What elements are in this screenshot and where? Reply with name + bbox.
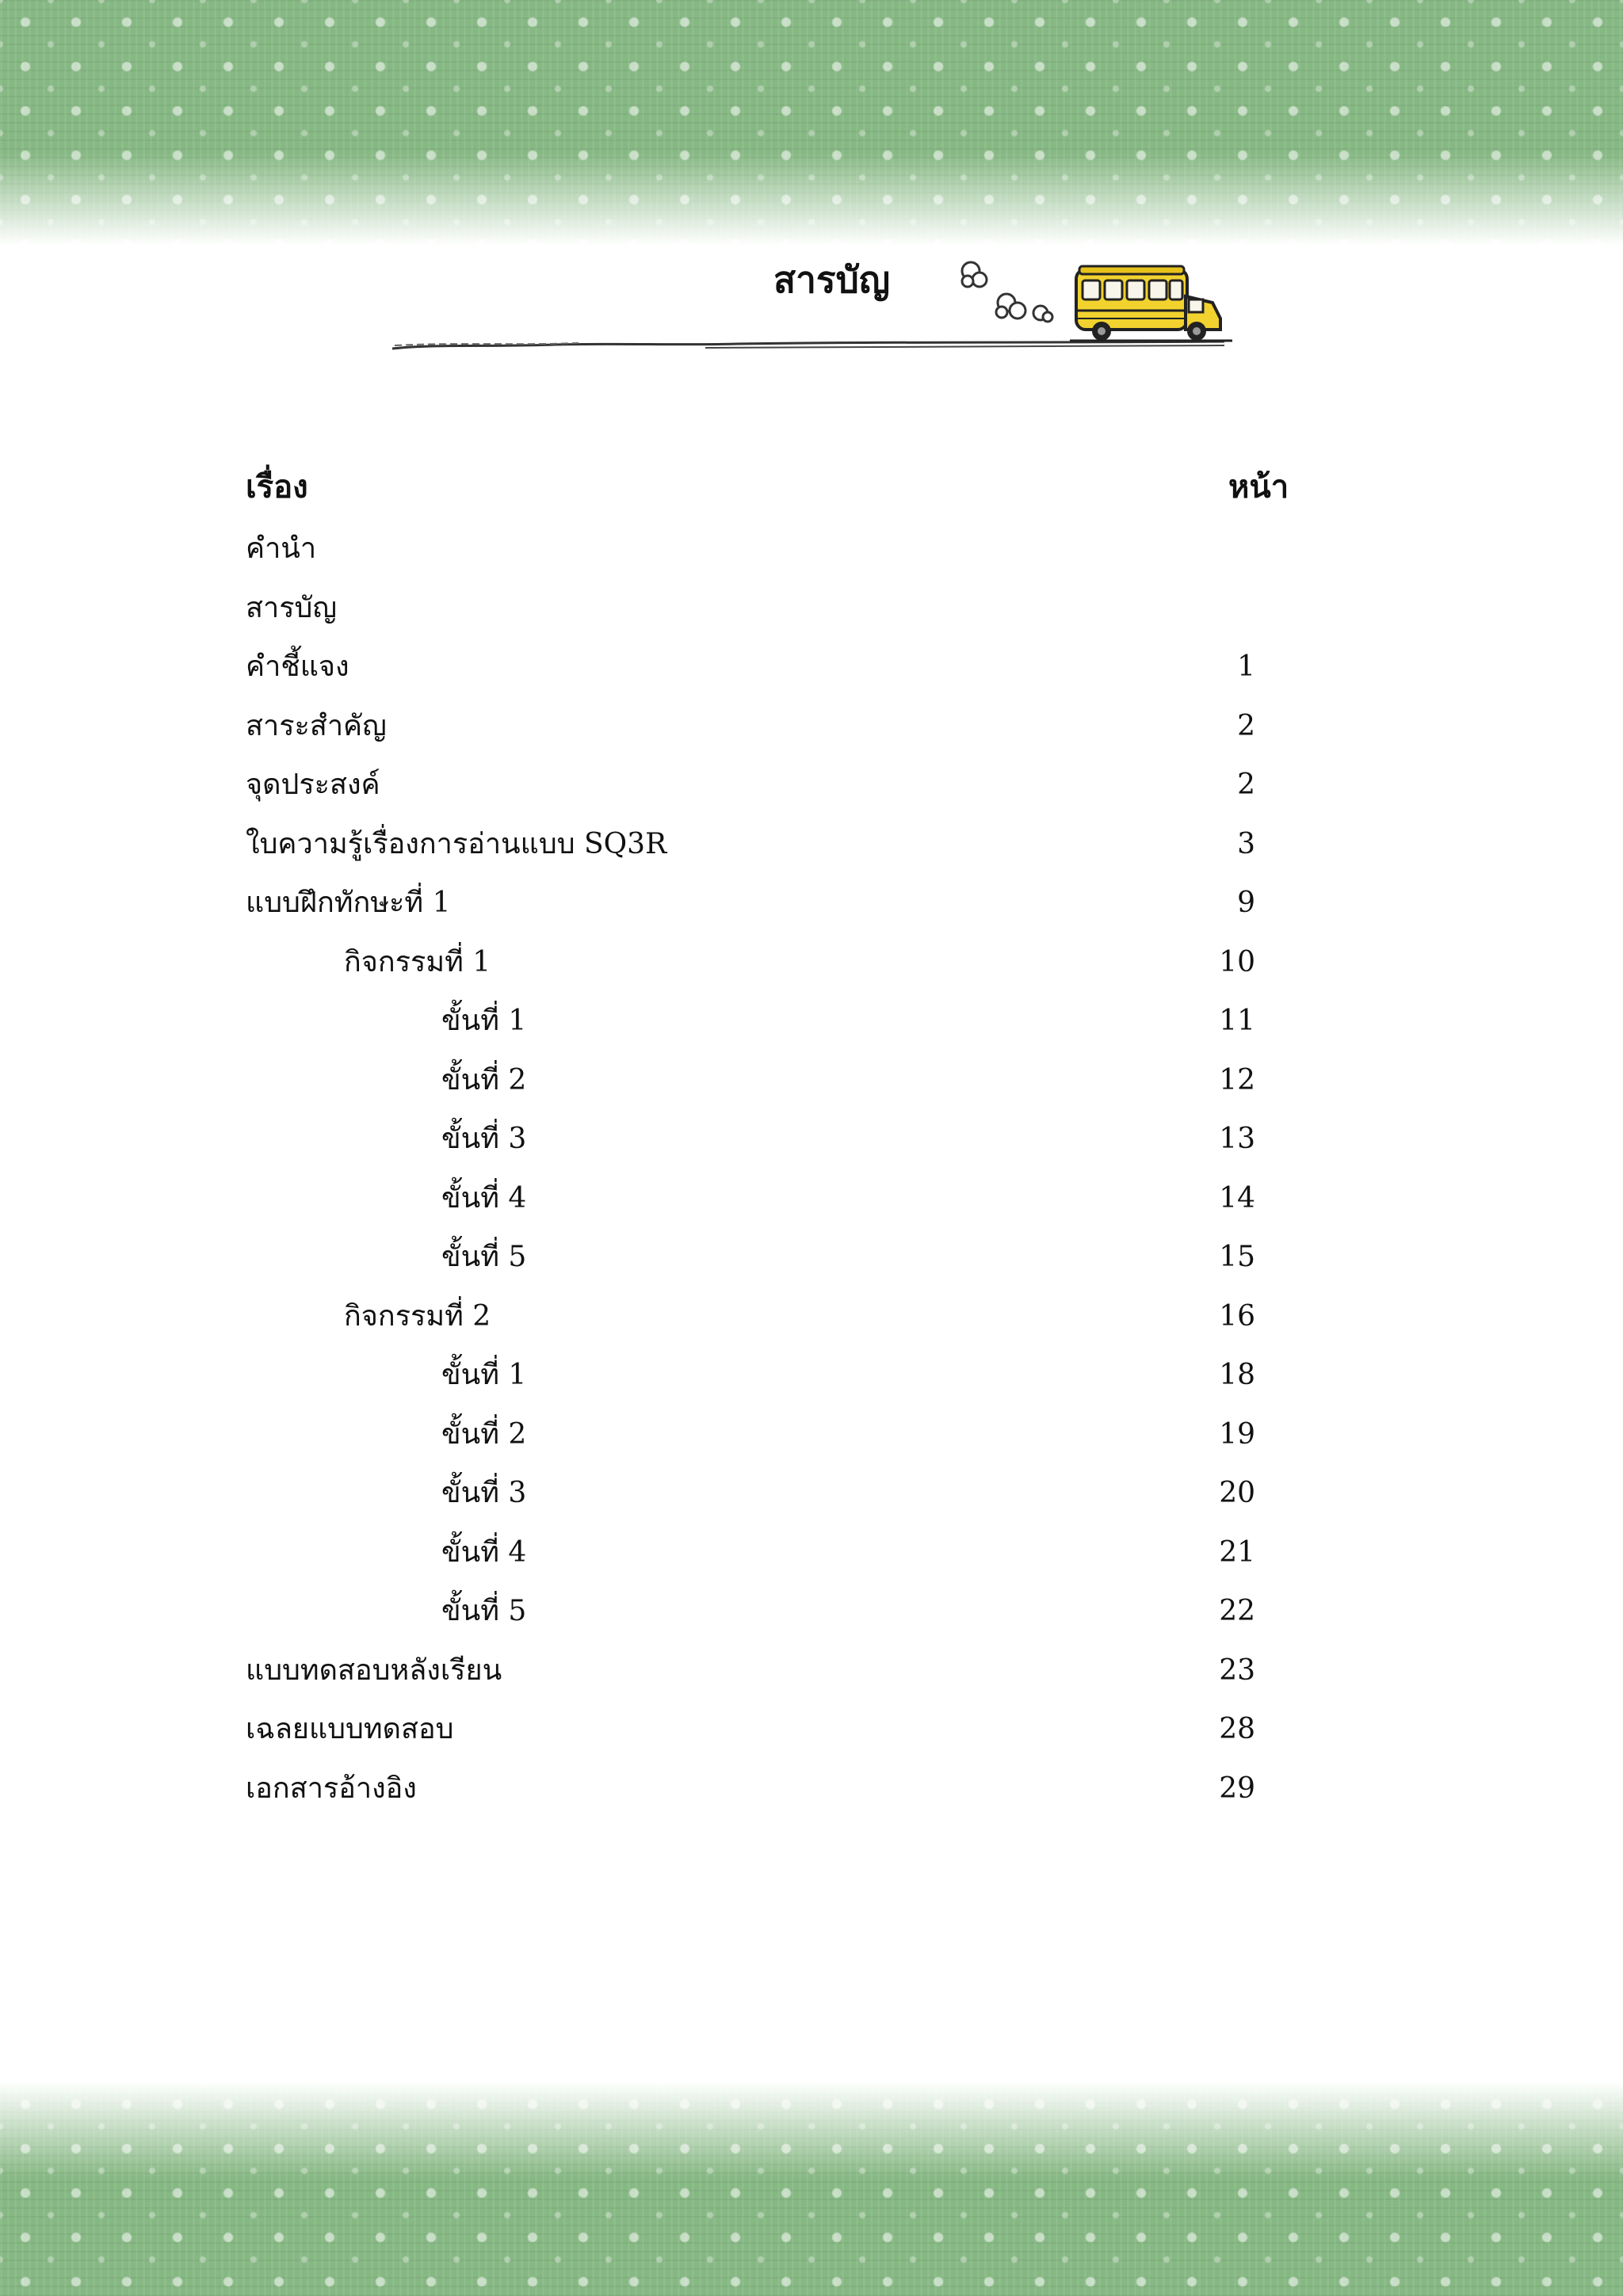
- toc-entry-page: 12: [1219, 1063, 1255, 1097]
- toc-entry-page: 3: [1237, 827, 1255, 860]
- toc-header-page: หน้า: [1228, 468, 1289, 505]
- toc-row: [0, 816, 1623, 873]
- smoke-puff-icon: [962, 262, 1052, 322]
- bottom-band-fade: [0, 2082, 1623, 2296]
- toc-entry-title: แบบทดสอบหลังเรียน: [246, 1653, 502, 1687]
- toc-entry-page: 28: [1219, 1713, 1255, 1745]
- toc-row: [0, 934, 1623, 991]
- toc-entry-page: 2: [1237, 709, 1255, 742]
- toc-row: [0, 1052, 1623, 1109]
- toc-row: [0, 1583, 1623, 1640]
- toc-entry-page: 13: [1219, 1123, 1255, 1155]
- toc-row: [0, 1760, 1623, 1817]
- toc-entry-title: ขั้นที่ 5: [441, 1241, 527, 1273]
- toc-entry-title: เฉลยแบบทดสอบ: [246, 1713, 454, 1745]
- toc-row: [0, 1170, 1623, 1227]
- toc-entry-page: 22: [1219, 1595, 1255, 1627]
- toc-entry-page: 2: [1237, 769, 1255, 801]
- toc-row: [0, 698, 1623, 755]
- toc-entry-title: ใบความรู้เรื่องการอ่านแบบ SQ3R: [246, 827, 667, 860]
- toc-entry-page: 29: [1219, 1772, 1255, 1805]
- toc-entry-title: คำนำ: [246, 532, 317, 565]
- toc-row: [0, 1347, 1623, 1404]
- toc-entry-page: 23: [1219, 1653, 1255, 1687]
- toc-entry-page: 14: [1219, 1181, 1255, 1215]
- toc-row: [0, 1288, 1623, 1345]
- toc-entry-title: เอกสารอ้างอิง: [246, 1772, 417, 1805]
- toc-entry-title: ขั้นที่ 1: [441, 1359, 527, 1391]
- toc-entry-title: ขั้นที่ 3: [441, 1123, 527, 1155]
- toc-entry-page: 15: [1219, 1241, 1255, 1273]
- page-title: สารบัญ: [773, 258, 891, 301]
- toc-entry-title: ขั้นที่ 4: [441, 1181, 527, 1215]
- toc-entry-title: ขั้นที่ 4: [441, 1535, 527, 1569]
- toc-entry-title: ขั้นที่ 5: [441, 1595, 527, 1627]
- toc-entry-page: 1: [1237, 650, 1255, 683]
- top-band-fade: [0, 0, 1623, 246]
- school-bus-icon: [951, 255, 1236, 346]
- toc-entry-title: กิจกรรมที่ 1: [344, 945, 491, 978]
- toc-entry-title: ขั้นที่ 1: [441, 1005, 527, 1037]
- toc-entry-page: 16: [1219, 1299, 1255, 1333]
- toc-entry-page: 20: [1219, 1477, 1255, 1509]
- toc-row: [0, 1465, 1623, 1522]
- toc-entry-title: แบบฝึกทักษะที่ 1: [246, 887, 451, 919]
- toc-entry-page: 9: [1237, 887, 1255, 919]
- toc-row: [0, 1524, 1623, 1581]
- toc-entry-page: 11: [1219, 1005, 1255, 1037]
- toc-entry-page: 21: [1219, 1535, 1255, 1569]
- toc-entry-page: 19: [1219, 1417, 1255, 1451]
- toc-row: [0, 580, 1623, 637]
- toc-row: [0, 1701, 1623, 1758]
- toc-entry-title: ขั้นที่ 3: [441, 1477, 527, 1509]
- toc-row: [0, 875, 1623, 932]
- toc-row: [0, 993, 1623, 1050]
- toc-entry-title: ขั้นที่ 2: [441, 1063, 527, 1097]
- toc-entry-page: 18: [1219, 1359, 1255, 1391]
- toc-row: [0, 1406, 1623, 1463]
- toc-entry-title: จุดประสงค์: [246, 769, 380, 801]
- toc-entry-title: ขั้นที่ 2: [441, 1417, 527, 1451]
- toc-row: [0, 1111, 1623, 1168]
- toc-entry-title: สาระสำคัญ: [246, 709, 387, 742]
- toc-row: [0, 1229, 1623, 1286]
- toc-row: [0, 521, 1623, 578]
- toc-entry-title: คำชี้แจง: [246, 650, 349, 683]
- toc-row: [0, 639, 1623, 696]
- toc-entry-title: กิจกรรมที่ 2: [344, 1299, 491, 1333]
- toc-entry-page: 10: [1219, 945, 1255, 978]
- toc-row: [0, 1642, 1623, 1699]
- toc-header-topic: เรื่อง: [246, 468, 308, 505]
- toc-entry-title: สารบัญ: [246, 591, 338, 624]
- toc-row: [0, 757, 1623, 814]
